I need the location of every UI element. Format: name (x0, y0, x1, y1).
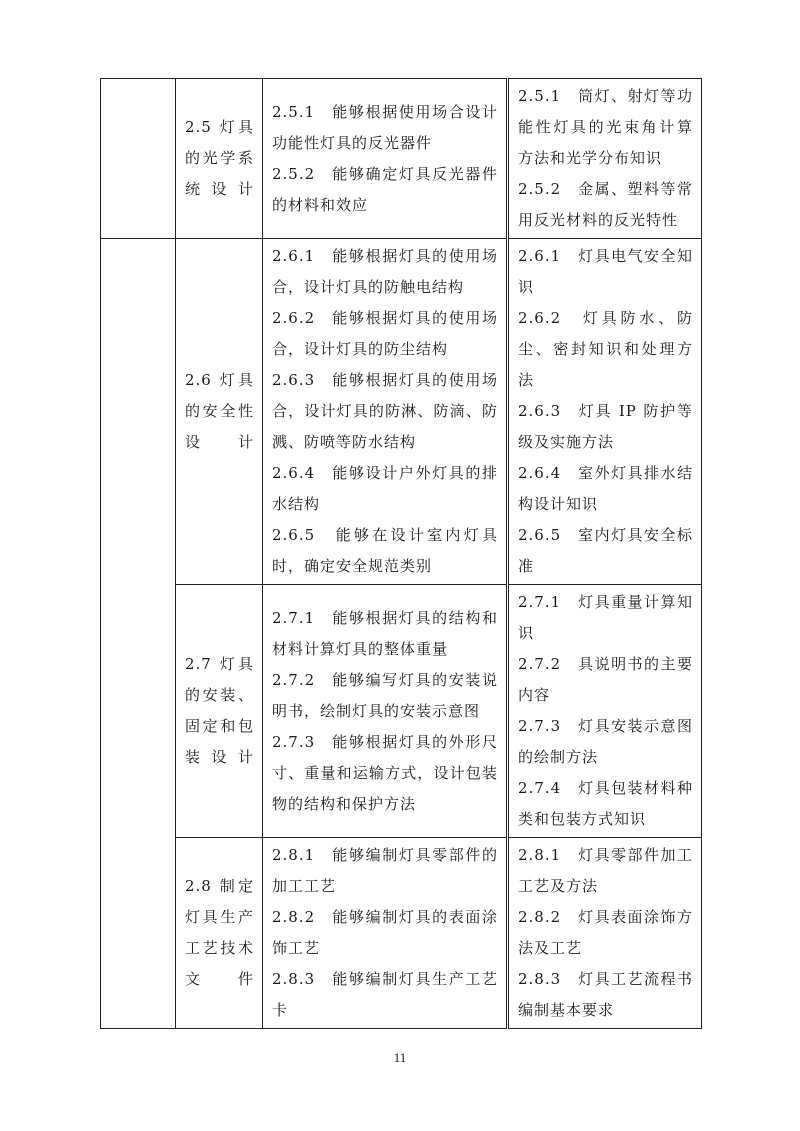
table-row (101, 79, 702, 239)
skill-item: 2.6.4 能够设计户外灯具的排水结构 (272, 464, 498, 513)
knowledge-item: 2.5.2 金属、塑料等常用反光材料的反光特性 (518, 180, 693, 229)
category-cell: 2.7 灯具的安装、固定和包装设计 (176, 585, 263, 838)
knowledge-item: 2.6.3 灯具 IP 防护等级及实施方法 (518, 402, 693, 451)
knowledge-cell (508, 838, 702, 1029)
skills-cell (263, 239, 508, 585)
level-cell (101, 239, 176, 1029)
skill-item: 2.5.2 能够确定灯具反光器件的材料和效应 (272, 164, 498, 214)
category-cell: 2.5 灯具的光学系统设计 (176, 79, 263, 239)
skill-item: 2.8.2 能够编制灯具的表面涂饰工艺 (272, 908, 498, 957)
skills-cell (263, 838, 508, 1029)
skill-item: 2.6.3 能够根据灯具的使用场合，设计灯具的防淋、防滴、防溅、防喷等防水结构 (272, 371, 498, 451)
knowledge-item: 2.8.1 灯具零部件加工工艺及方法 (518, 846, 693, 895)
page-number: 11 (393, 1050, 407, 1065)
table-row (101, 585, 702, 838)
category-cell: 2.6 灯具的安全性设计 (176, 239, 263, 585)
knowledge-item: 2.6.1 灯具电气安全知识 (518, 247, 693, 296)
knowledge-cell (508, 79, 702, 239)
skill-item: 2.7.3 能够根据灯具的外形尺寸、重量和运输方式，设计包装物的结构和保护方法 (272, 732, 498, 813)
table-row (101, 838, 702, 1029)
skill-item: 2.6.1 能够根据灯具的使用场合，设计灯具的防触电结构 (272, 247, 498, 296)
knowledge-item: 2.5.1 筒灯、射灯等功能性灯具的光束角计算方法和光学分布知识 (518, 87, 693, 167)
knowledge-item: 2.6.5 室内灯具安全标准 (518, 526, 693, 575)
skill-item: 2.8.3 能够编制灯具生产工艺卡 (272, 970, 498, 1019)
skill-item: 2.6.2 能够根据灯具的使用场合，设计灯具的防尘结构 (272, 309, 498, 358)
skill-item: 2.6.5 能够在设计室内灯具时，确定安全规范类别 (272, 526, 498, 575)
level-cell (101, 79, 176, 239)
knowledge-cell (508, 239, 702, 585)
knowledge-cell (508, 585, 702, 838)
knowledge-item: 2.8.3 灯具工艺流程书编制基本要求 (518, 970, 693, 1019)
category-cell: 2.8 制定灯具生产工艺技术文件 (176, 838, 263, 1029)
skill-item: 2.8.1 能够编制灯具零部件的加工工艺 (272, 846, 498, 895)
knowledge-item: 2.7.4 灯具包装材料种类和包装方式知识 (518, 779, 693, 828)
knowledge-item: 2.7.2 具说明书的主要内容 (518, 655, 693, 704)
skills-cell (263, 79, 508, 239)
knowledge-item: 2.6.2 灯具防水、防尘、密封知识和处理方法 (518, 309, 693, 389)
knowledge-item: 2.8.2 灯具表面涂饰方法及工艺 (518, 908, 693, 957)
skill-item: 2.5.1 能够根据使用场合设计功能性灯具的反光器件 (272, 102, 498, 152)
knowledge-item: 2.6.4 室外灯具排水结构设计知识 (518, 464, 693, 513)
skills-table (100, 78, 702, 1029)
table-row (101, 239, 702, 585)
skills-cell (263, 585, 508, 838)
skill-item: 2.7.1 能够根据灯具的结构和材料计算灯具的整体重量 (272, 608, 498, 658)
knowledge-item: 2.7.3 灯具安装示意图的绘制方法 (518, 717, 693, 766)
knowledge-item: 2.7.1 灯具重量计算知识 (518, 593, 693, 642)
skill-item: 2.7.2 能够编写灯具的安装说明书，绘制灯具的安装示意图 (272, 670, 498, 720)
